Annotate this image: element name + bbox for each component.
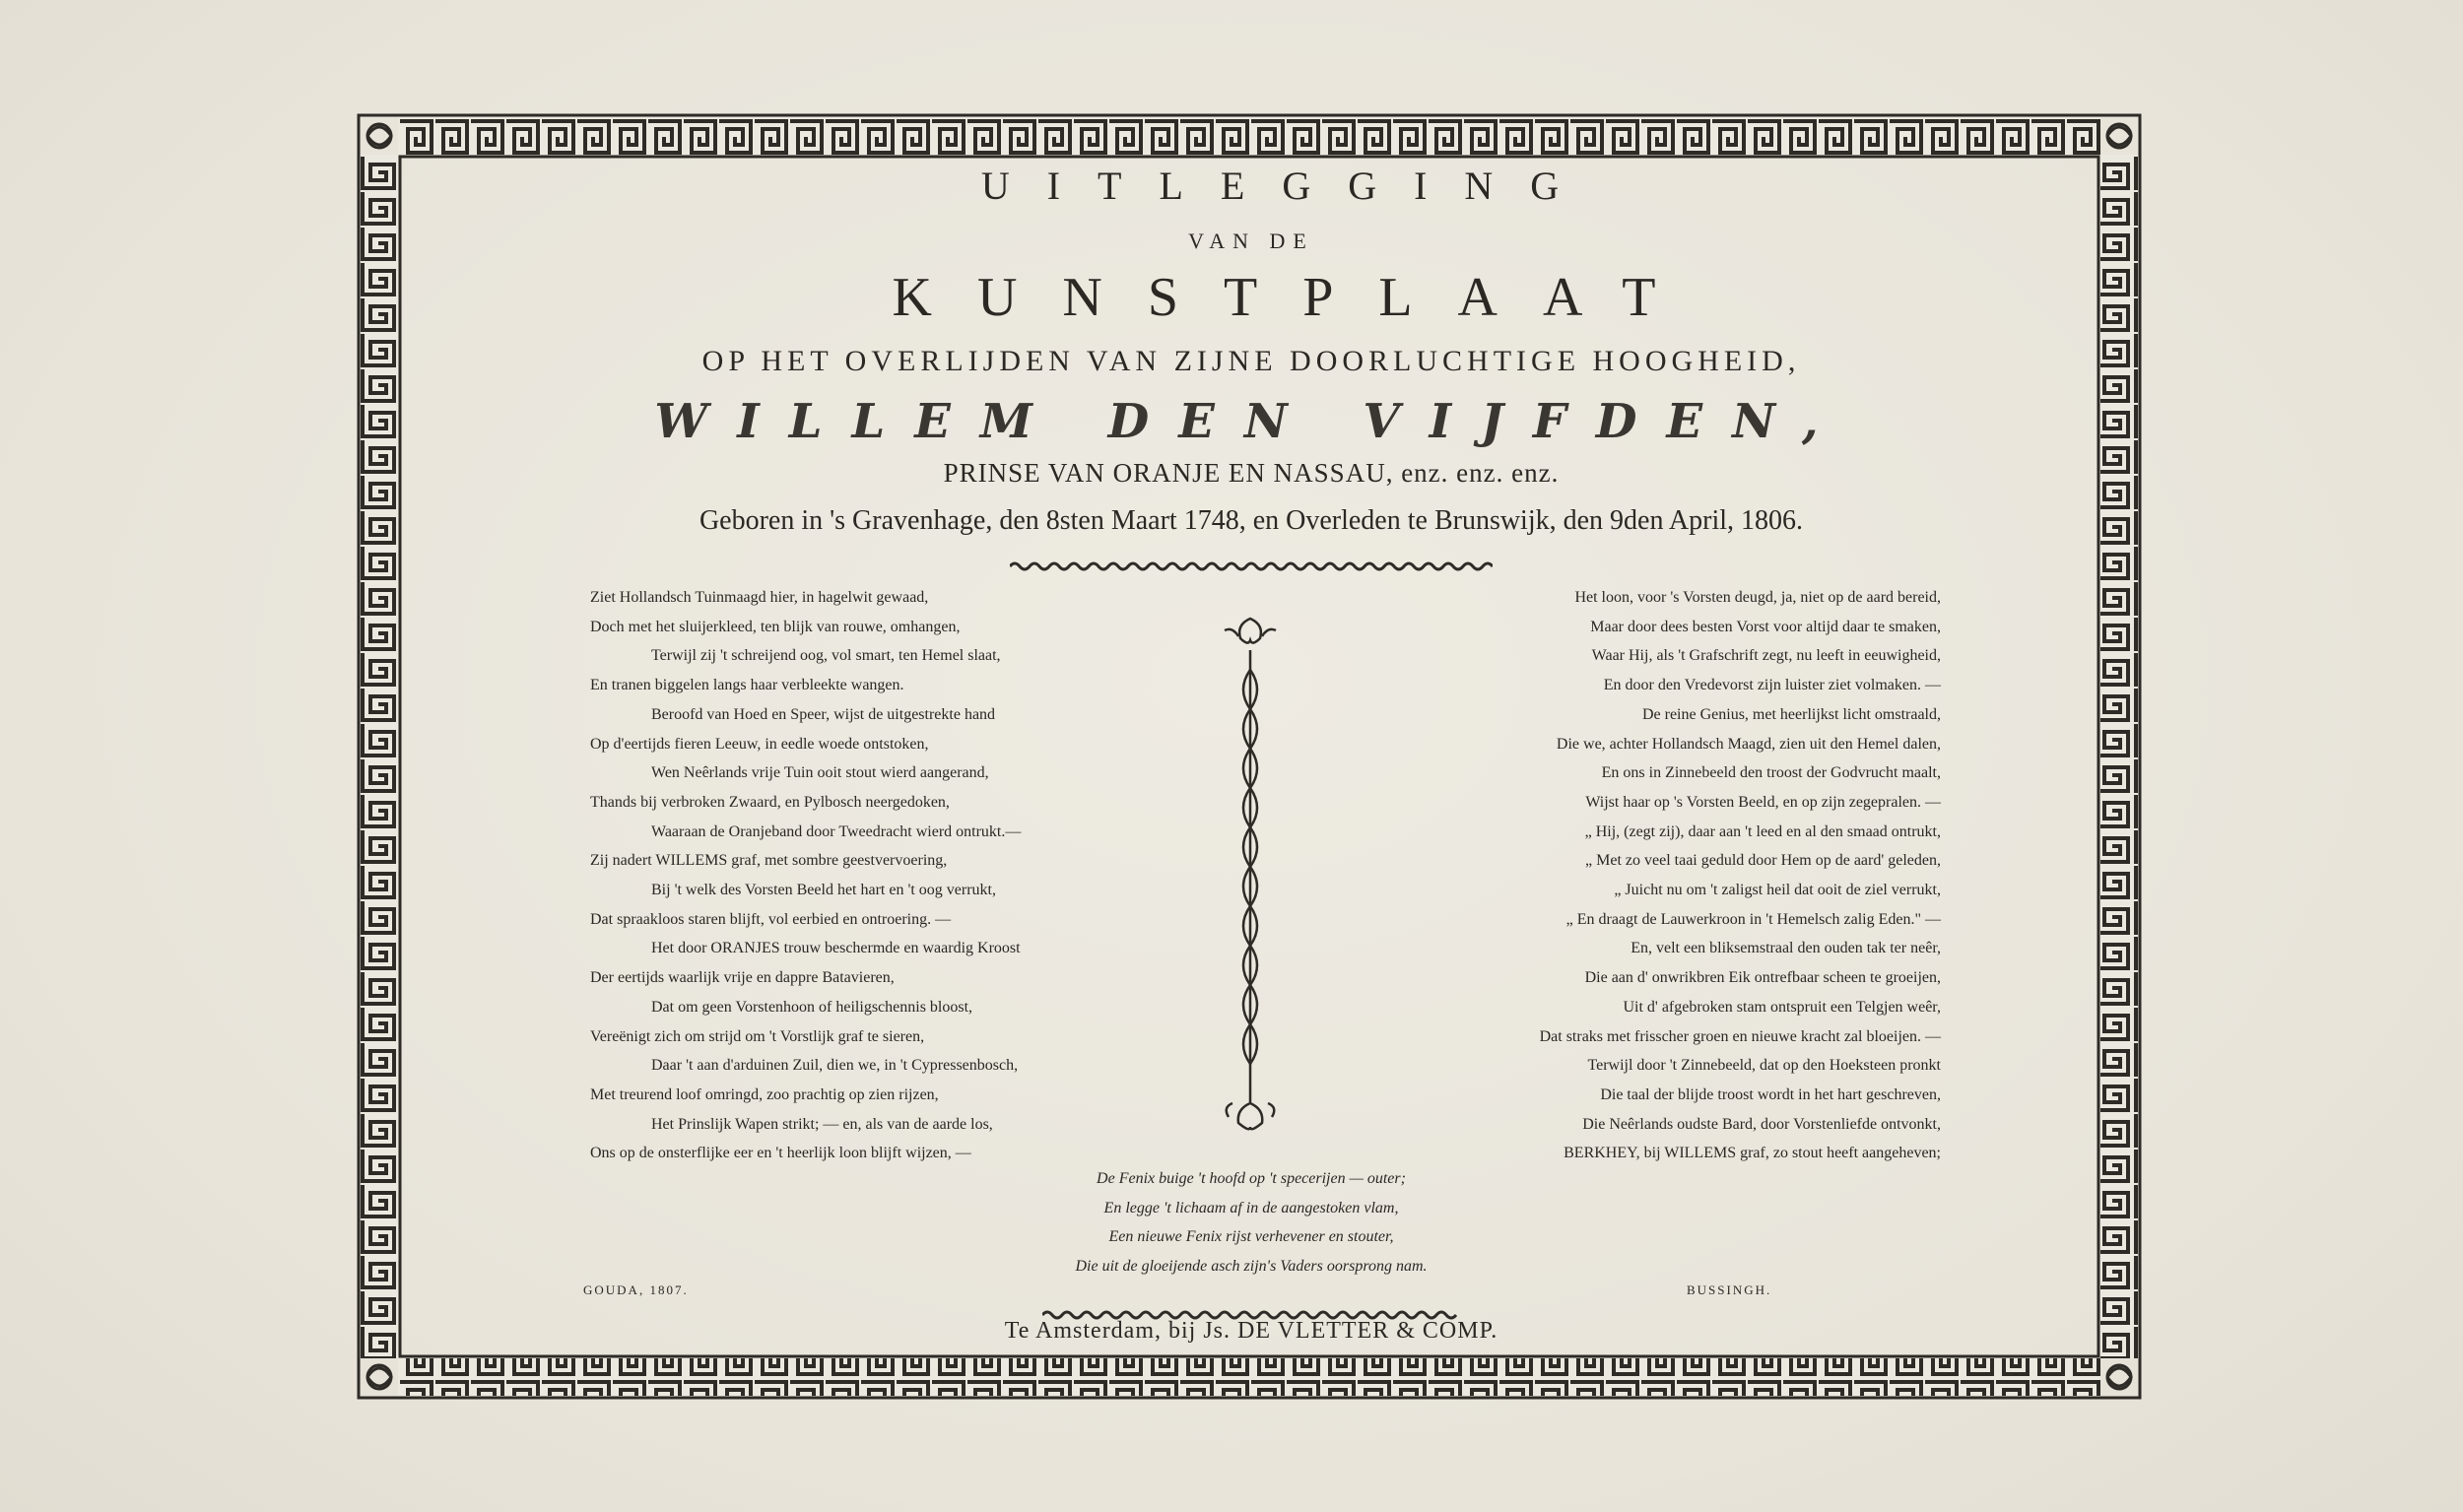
- verse-line: De reine Genius, met heerlijkst licht omstraald,: [1641, 705, 1941, 723]
- verse-line: Bij 't welk des Vorsten Beeld het hart en 't oog verrukt,: [651, 882, 996, 899]
- verse-line: Terwijl zij 't schreijend oog, vol smart, ten Hemel slaat,: [651, 647, 1001, 665]
- verse-line: En ons in Zinnebeeld den troost der Godvrucht maalt,: [1601, 764, 1941, 782]
- verse-line: Het Prinslijk Wapen strikt; — en, als van de aarde los,: [651, 1115, 993, 1133]
- title-uitlegging: UITLEGGING: [980, 164, 1597, 208]
- verse-line: De Fenix buige 't hoofd op 't specerijen — outer;: [1097, 1170, 1406, 1187]
- verse-line: Maar door dees besten Vorst voor altijd daar te smaken,: [1590, 618, 1941, 635]
- verse-line: Een nieuwe Fenix rijst verhevener en stouter,: [1108, 1228, 1394, 1245]
- publisher-imprint: Te Amsterdam, bij Js. DE VLETTER & COMP.: [1004, 1318, 1498, 1344]
- verse-line: Terwijl door 't Zinnebeeld, dat op den Hoeksteen pronkt: [1587, 1057, 1941, 1075]
- verse-line: Vereënigt zich om strijd om 't Vorstlijk graf te sieren,: [590, 1027, 925, 1045]
- verse-line: Met treurend loof omringd, zoo prachtig op zien rijzen,: [590, 1085, 939, 1103]
- verse-line: Zij nadert WILLEMS graf, met sombre geestvervoering,: [590, 852, 948, 870]
- verse-line: Ons op de onsterflijke eer en 't heerlijk loon blijft wijzen, —: [590, 1145, 971, 1162]
- title-dates: Geboren in 's Gravenhage, den 8sten Maart 1748, en Overleden te Brunswijk, den 9den April, 1806.: [699, 505, 1804, 536]
- verse-line: Wen Neêrlands vrije Tuin ooit stout wierd aangerand,: [651, 764, 989, 782]
- verse-line: Het loon, voor 's Vorsten deugd, ja, niet op de aard bereid,: [1574, 589, 1941, 606]
- footer-place-date: GOUDA, 1807.: [583, 1282, 689, 1297]
- verse-line: Het door ORANJES trouw beschermde en waardig Kroost: [651, 940, 1021, 957]
- verse-line: Die taal der blijde troost wordt in het hart geschreven,: [1600, 1085, 1941, 1103]
- wavy-rule-top: [1010, 561, 1493, 571]
- verse-line: Der eertijds waarlijk vrije en dappre Batavieren,: [590, 969, 895, 987]
- verse-line: Ziet Hollandsch Tuinmaagd hier, in hagelwit gewaad,: [590, 589, 929, 606]
- verse-line: „ Hij, (zegt zij), daar aan 't leed en al den smaad ontrukt,: [1584, 822, 1941, 840]
- title-van-de: VAN DE: [1188, 229, 1314, 253]
- verse-line: En legge 't lichaam af in de aangestoken vlam,: [1103, 1199, 1399, 1216]
- verse-line: Die uit de gloeijende asch zijn's Vaders oorsprong nam.: [1075, 1257, 1428, 1275]
- verse-line: Wijst haar op 's Vorsten Beeld, en op zijn zegepralen. —: [1585, 793, 1941, 811]
- verse-line: En, velt een bliksemstraal den ouden tak ter neêr,: [1631, 940, 1941, 957]
- verse-line: Dat spraakloos staren blijft, vol eerbied en ontroering. —: [590, 910, 952, 928]
- verse-line: Waaraan de Oranjeband door Tweedracht wierd ontrukt.—: [651, 822, 1022, 840]
- verse-line: „ En draagt de Lauwerkroon in 't Hemelsch zalig Eden." —: [1565, 910, 1941, 928]
- verse-line: En door den Vredevorst zijn luister ziet volmaken. —: [1603, 677, 1941, 694]
- verse-line: Die aan d' onwrikbren Eik ontrefbaar scheen te groeijen,: [1584, 969, 1941, 987]
- title-subject: OP HET OVERLIJDEN VAN ZIJNE DOORLUCHTIGE HOOGHEID,: [701, 345, 1801, 377]
- center-verse: [414, 1164, 2089, 1281]
- title-prinse: PRINSE VAN ORANJE EN NASSAU, enz. enz. enz.: [943, 458, 1560, 488]
- verse-line: Dat straks met frisscher groen en nieuwe kracht zal bloeijen. —: [1539, 1027, 1941, 1045]
- verse-line: Daar 't aan d'arduinen Zuil, dien we, in 't Cypressenbosch,: [651, 1057, 1019, 1075]
- verse-line: Op d'eertijds fieren Leeuw, in eedle woede ontstoken,: [590, 735, 929, 753]
- title-willem: WILLEM DEN VIJFDEN,: [654, 394, 1848, 449]
- verse-line: Uit d' afgebroken stam ontspruit een Telgjen weêr,: [1623, 998, 1941, 1016]
- verse-line: En tranen biggelen langs haar verbleekte wangen.: [590, 677, 904, 694]
- verse-line: Beroofd van Hoed en Speer, wijst de uitgestrekte hand: [651, 705, 996, 723]
- title-kunstplaat: KUNSTPLAAT: [892, 267, 1701, 328]
- verse-line: Dat om geen Vorstenhoon of heiligschennis bloost,: [651, 998, 973, 1016]
- footer-author: BUSSINGH.: [1687, 1282, 1772, 1297]
- verse-line: „ Met zo veel taai geduld door Hem op de aard' geleden,: [1585, 852, 1941, 870]
- verse-line: BERKHEY, bij WILLEMS graf, zo stout heeft aangeheven;: [1564, 1145, 1941, 1162]
- verse-line: Waar Hij, als 't Grafschrift zegt, nu leeft in eeuwigheid,: [1591, 647, 1941, 665]
- verse-line: Thands bij verbroken Zwaard, en Pylbosch neergedoken,: [590, 793, 950, 811]
- right-verse-column: [906, 583, 1941, 1168]
- verse-line: Doch met het sluijerkleed, ten blijk van rouwe, omhangen,: [590, 618, 961, 635]
- verse-line: „ Juicht nu om 't zaligst heil dat ooit de ziel verrukt,: [1614, 882, 1941, 899]
- verse-line: Die Neêrlands oudste Bard, door Vorstenliefde ontvonkt,: [1582, 1115, 1941, 1133]
- verse-line: Die we, achter Hollandsch Maagd, zien uit den Hemel dalen,: [1556, 735, 1941, 753]
